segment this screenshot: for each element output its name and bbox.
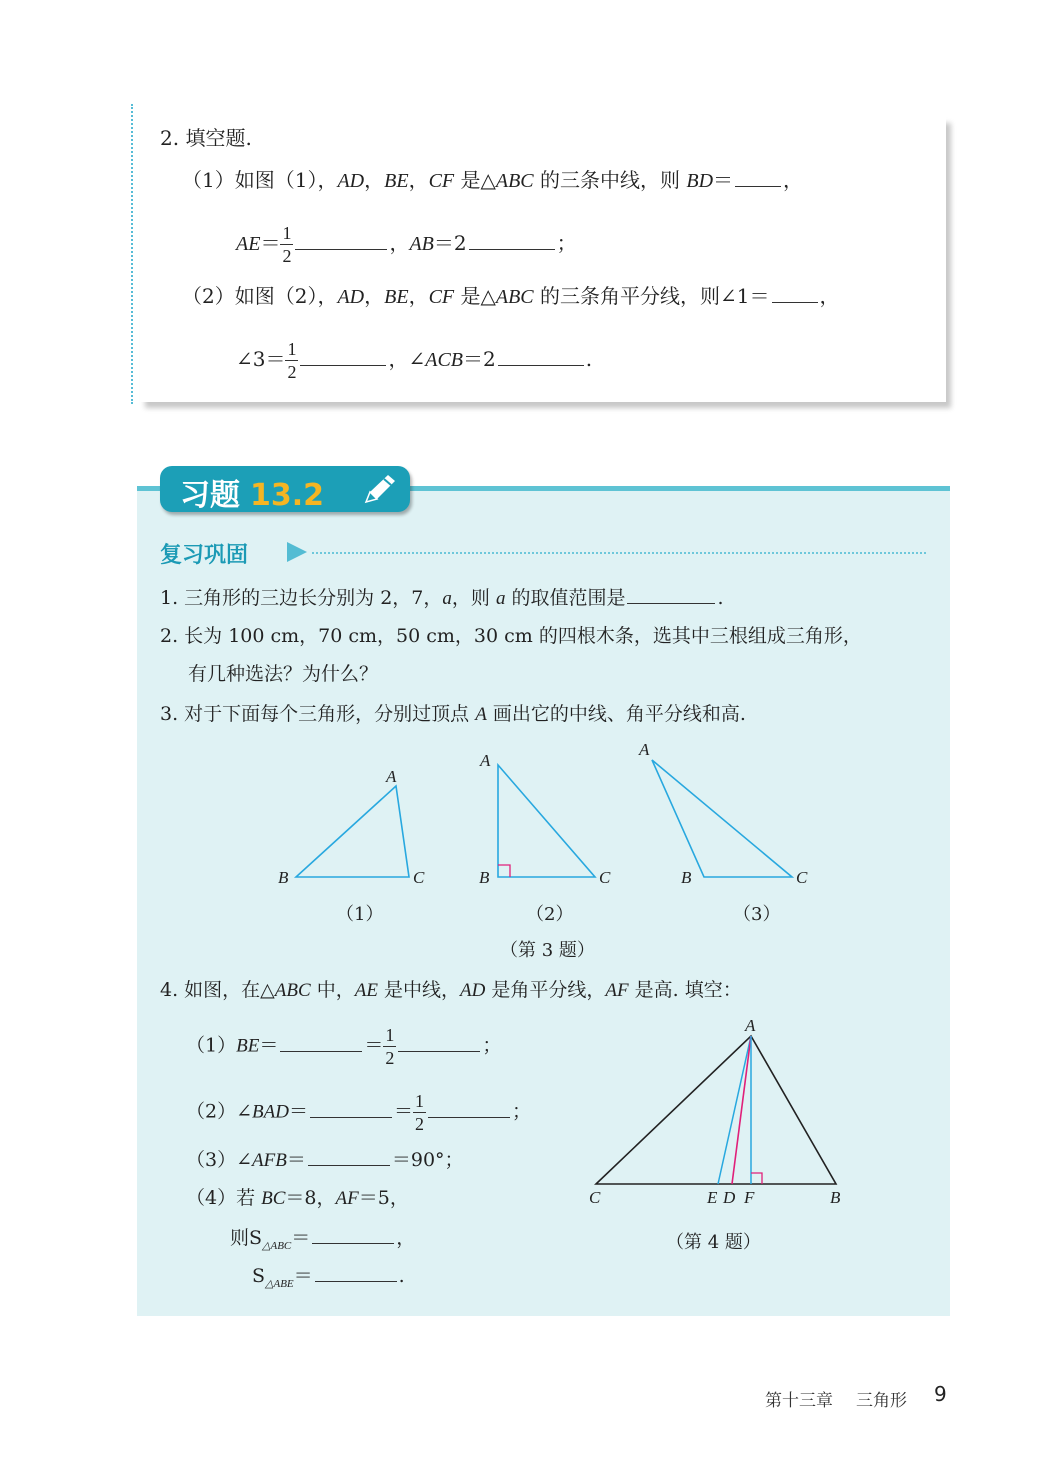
fig3-caption-2: （2） [526,904,574,925]
problem-4-3: （3）∠AFB＝ ＝90°； [186,1149,464,1171]
exercise-tab [160,466,410,512]
problem-4-6: $S_{\triangle ABE}=$ . [252,1265,405,1290]
label-b: B [278,868,289,887]
problem-4-4: （4）若 BC＝8，AF＝5， [186,1187,409,1209]
subsection-title: 复习巩固 [160,543,249,568]
fraction: $\frac{1}{2}$ [385,1025,395,1068]
triangle-1 [296,786,409,877]
subsection-divider [312,552,926,554]
answer-blank[interactable] [300,347,386,366]
fraction: $\frac{1}{2}$ [282,223,292,266]
problem-4: 4. 如图，在△ABC 中，AE 是中线，AD 是角平分线，AF 是高. 填空： [160,979,742,1001]
answer-blank[interactable] [735,168,781,187]
triangle-2 [498,765,595,877]
label-c: C [589,1188,601,1207]
label-b: B [681,868,692,887]
label-e: E [707,1188,718,1207]
fig3-caption-1: （1） [336,904,384,925]
q1-line2: AE＝ $\frac{1}{2}$ ，AB＝2 ； [236,223,577,266]
right-angle-mark [498,865,510,877]
exercise-tab-label: 习题 [180,478,240,513]
answer-blank[interactable] [627,585,715,604]
problem-4-5: 则$S_{\triangle ABC}=$ ， [230,1227,416,1252]
label-a: A [745,1016,756,1035]
problem-3: 3. 对于下面每个三角形，分别过顶点 A 画出它的中线、角平分线和高. [160,703,746,725]
label-c: C [599,868,611,887]
label-a: A [480,751,491,770]
label-c: C [796,868,808,887]
answer-blank[interactable] [398,1033,480,1052]
figure-4 [580,1012,850,1212]
footer-title: 三角形 [856,1391,907,1411]
pencil-icon [360,472,400,506]
fig3-title: （第 3 题） [500,940,595,961]
answer-blank[interactable] [469,231,555,250]
answer-blank[interactable] [498,347,584,366]
fig4-title: （第 4 题） [666,1232,761,1253]
problem-2-line2: 有几种选法？为什么？ [188,663,379,685]
footer-chapter: 第十三章 [765,1391,833,1411]
label-b: B [830,1188,841,1207]
q1-line1: （1）如图（1），AD，BE，CF 是△ABC 的三条中线，则 BD＝ ， [182,168,804,192]
label-a: A [386,767,397,786]
triangle-abc [596,1036,836,1184]
label-c: C [413,868,425,887]
problem-4-2: （2）∠BAD＝ ＝ $\frac{1}{2}$ ； [186,1091,531,1134]
answer-blank[interactable] [280,1033,362,1052]
problem-2-line1: 2. 长为 100 cm，70 cm，50 cm，30 cm 的四根木条，选其中三根组成三角形， [160,625,862,647]
fraction: $\frac{1}{2}$ [414,1091,424,1134]
answer-blank[interactable] [308,1147,390,1166]
label-d: D [723,1188,736,1207]
arrow-right-icon [287,542,307,562]
margin-dotted-line [131,104,133,404]
page-number: 9 [934,1382,947,1406]
problem-4-1: （1）BE＝ ＝ $\frac{1}{2}$ ； [186,1025,502,1068]
q2-line1: （2）如图（2），AD，BE，CF 是△ABC 的三条角平分线，则∠1＝ ， [182,284,840,308]
q2-line2: ∠3＝ $\frac{1}{2}$ ，∠ACB＝2 . [236,339,593,382]
answer-blank[interactable] [295,231,387,250]
label-a: A [639,740,650,759]
exercise-tab-number: 13.2 [250,478,325,513]
answer-blank[interactable] [428,1099,510,1118]
fig3-caption-3: （3） [733,904,781,925]
answer-blank[interactable] [310,1099,392,1118]
label-f: F [744,1188,755,1207]
answer-blank[interactable] [312,1225,394,1244]
answer-blank[interactable] [315,1263,397,1282]
label-b: B [479,868,490,887]
right-angle-mark [751,1173,762,1184]
answer-blank[interactable] [772,284,818,303]
section-title: 2. 填空题. [160,126,252,150]
triangle-3 [652,760,792,877]
figure-3 [270,740,830,910]
problem-1: 1. 三角形的三边长分别为 2，7，a，则 a 的取值范围是 . [160,587,724,609]
fraction: $\frac{1}{2}$ [287,339,297,382]
